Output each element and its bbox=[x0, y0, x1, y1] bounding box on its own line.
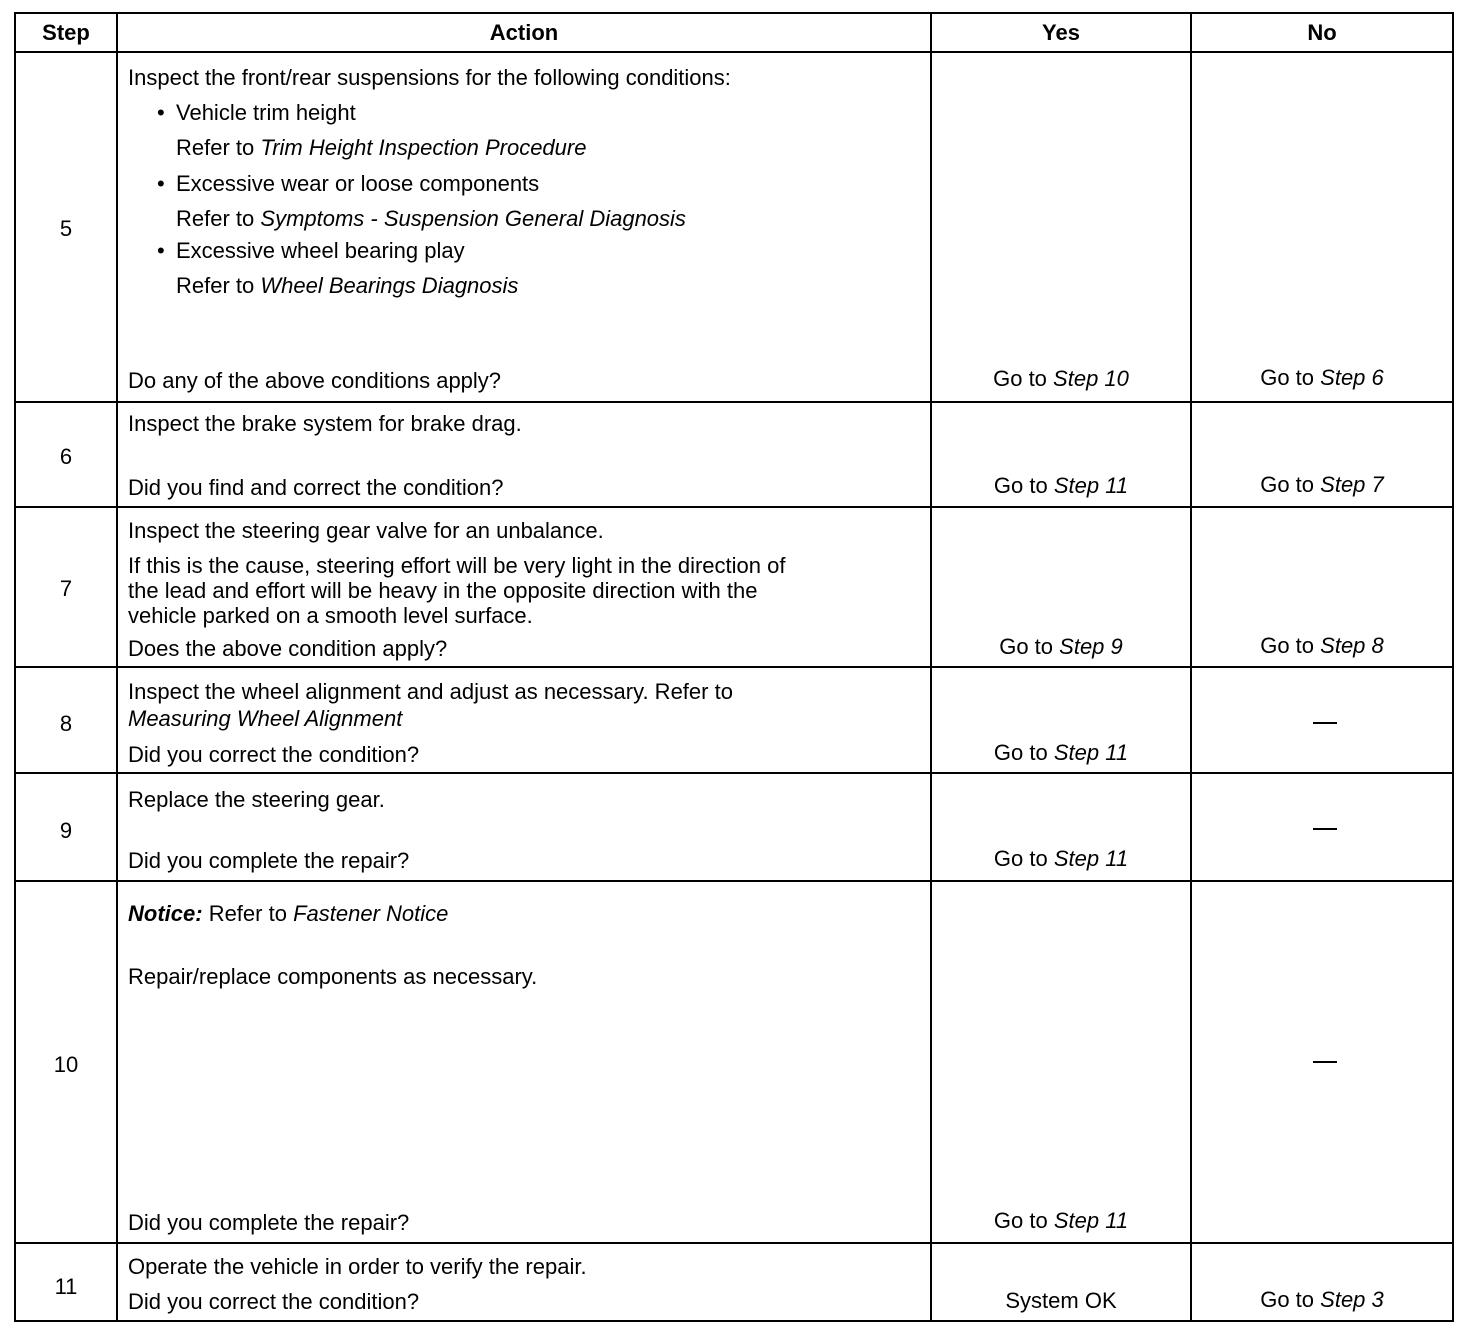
refer-label: Refer to bbox=[176, 135, 255, 160]
refer-label: Refer to bbox=[176, 273, 255, 298]
bullet-icon: • bbox=[157, 238, 165, 263]
action-text: vehicle parked on a smooth level surface. bbox=[128, 603, 533, 628]
refer-label: Refer to bbox=[176, 206, 255, 231]
action-text: the lead and effort will be heavy in the opposite direction with the bbox=[128, 578, 758, 603]
yes-result: Go to Step 11 bbox=[993, 846, 1129, 871]
question-text: Did you complete the repair? bbox=[128, 1210, 410, 1235]
header-yes: Yes bbox=[1042, 20, 1080, 45]
no-dash bbox=[1313, 722, 1337, 724]
reference-link: Symptoms - Suspension General Diagnosis bbox=[260, 206, 686, 231]
bullet-icon: • bbox=[157, 100, 165, 125]
bullet-item: Vehicle trim height bbox=[176, 100, 356, 125]
yes-result: Go to Step 11 bbox=[993, 740, 1129, 765]
diagnostic-table bbox=[14, 12, 1454, 1322]
header-divider bbox=[14, 51, 1454, 53]
yes-result: Go to Step 11 bbox=[993, 1208, 1129, 1233]
step-number: 8 bbox=[59, 711, 73, 736]
no-result: Go to Step 7 bbox=[1260, 472, 1384, 497]
no-result: Go to Step 3 bbox=[1260, 1287, 1384, 1312]
yes-result: Go to Step 9 bbox=[999, 634, 1123, 659]
column-divider bbox=[930, 12, 932, 1322]
no-dash bbox=[1313, 1061, 1337, 1063]
row-divider bbox=[14, 772, 1454, 774]
no-result: Go to Step 6 bbox=[1260, 365, 1384, 390]
step-number: 7 bbox=[59, 576, 73, 601]
reference-link: Trim Height Inspection Procedure bbox=[260, 135, 587, 160]
bullet-item: Excessive wheel bearing play bbox=[176, 238, 465, 263]
question-text: Does the above condition apply? bbox=[128, 636, 448, 661]
step-number: 11 bbox=[54, 1274, 78, 1299]
question-text: Do any of the above conditions apply? bbox=[128, 368, 502, 393]
refer-line bbox=[176, 135, 586, 160]
action-text: Operate the vehicle in order to verify the repair. bbox=[128, 1254, 587, 1279]
action-text: Inspect the steering gear valve for an unbalance. bbox=[128, 518, 604, 543]
step-number: 5 bbox=[59, 216, 73, 241]
table-border-bottom bbox=[14, 1320, 1454, 1322]
reference-link: Fastener Notice bbox=[293, 901, 449, 926]
question-text: Did you correct the condition? bbox=[128, 742, 420, 767]
refer-line bbox=[176, 206, 686, 231]
row-divider bbox=[14, 506, 1454, 508]
notice-line bbox=[128, 901, 448, 926]
notice-label: Notice: bbox=[128, 901, 203, 926]
table-border-left bbox=[14, 12, 16, 1322]
yes-result: Go to Step 10 bbox=[993, 366, 1129, 391]
bullet-icon: • bbox=[157, 171, 165, 196]
step-number: 10 bbox=[53, 1052, 79, 1077]
action-text: Inspect the front/rear suspensions for the following conditions: bbox=[128, 65, 731, 90]
action-text: Repair/replace components as necessary. bbox=[128, 964, 538, 989]
row-divider bbox=[14, 880, 1454, 882]
header-action: Action bbox=[489, 20, 559, 45]
table-border-top bbox=[14, 12, 1454, 14]
question-text: Did you complete the repair? bbox=[128, 848, 410, 873]
action-text: If this is the cause, steering effort will be very light in the direction of bbox=[128, 553, 786, 578]
refer-line bbox=[176, 273, 518, 298]
step-number: 9 bbox=[59, 818, 73, 843]
row-divider bbox=[14, 1242, 1454, 1244]
action-text: Inspect the brake system for brake drag. bbox=[128, 411, 522, 436]
action-text: Replace the steering gear. bbox=[128, 787, 385, 812]
no-result: Go to Step 8 bbox=[1260, 633, 1384, 658]
reference-link: Measuring Wheel Alignment bbox=[128, 706, 403, 731]
question-text: Did you find and correct the condition? bbox=[128, 475, 504, 500]
row-divider bbox=[14, 401, 1454, 403]
table-border-right bbox=[1452, 12, 1454, 1322]
column-divider bbox=[116, 12, 118, 1322]
column-divider bbox=[1190, 12, 1192, 1322]
bullet-item: Excessive wear or loose components bbox=[176, 171, 540, 196]
header-no: No bbox=[1307, 20, 1337, 45]
question-text: Did you correct the condition? bbox=[128, 1289, 420, 1314]
action-text: Inspect the wheel alignment and adjust as necessary. Refer to bbox=[128, 679, 733, 704]
refer-label: Refer to bbox=[208, 901, 287, 926]
reference-link: Wheel Bearings Diagnosis bbox=[260, 273, 519, 298]
yes-result: Go to Step 11 bbox=[993, 473, 1129, 498]
step-number: 6 bbox=[59, 444, 73, 469]
row-divider bbox=[14, 666, 1454, 668]
yes-result: System OK bbox=[1005, 1288, 1117, 1313]
header-step: Step bbox=[42, 20, 90, 45]
no-dash bbox=[1313, 828, 1337, 830]
